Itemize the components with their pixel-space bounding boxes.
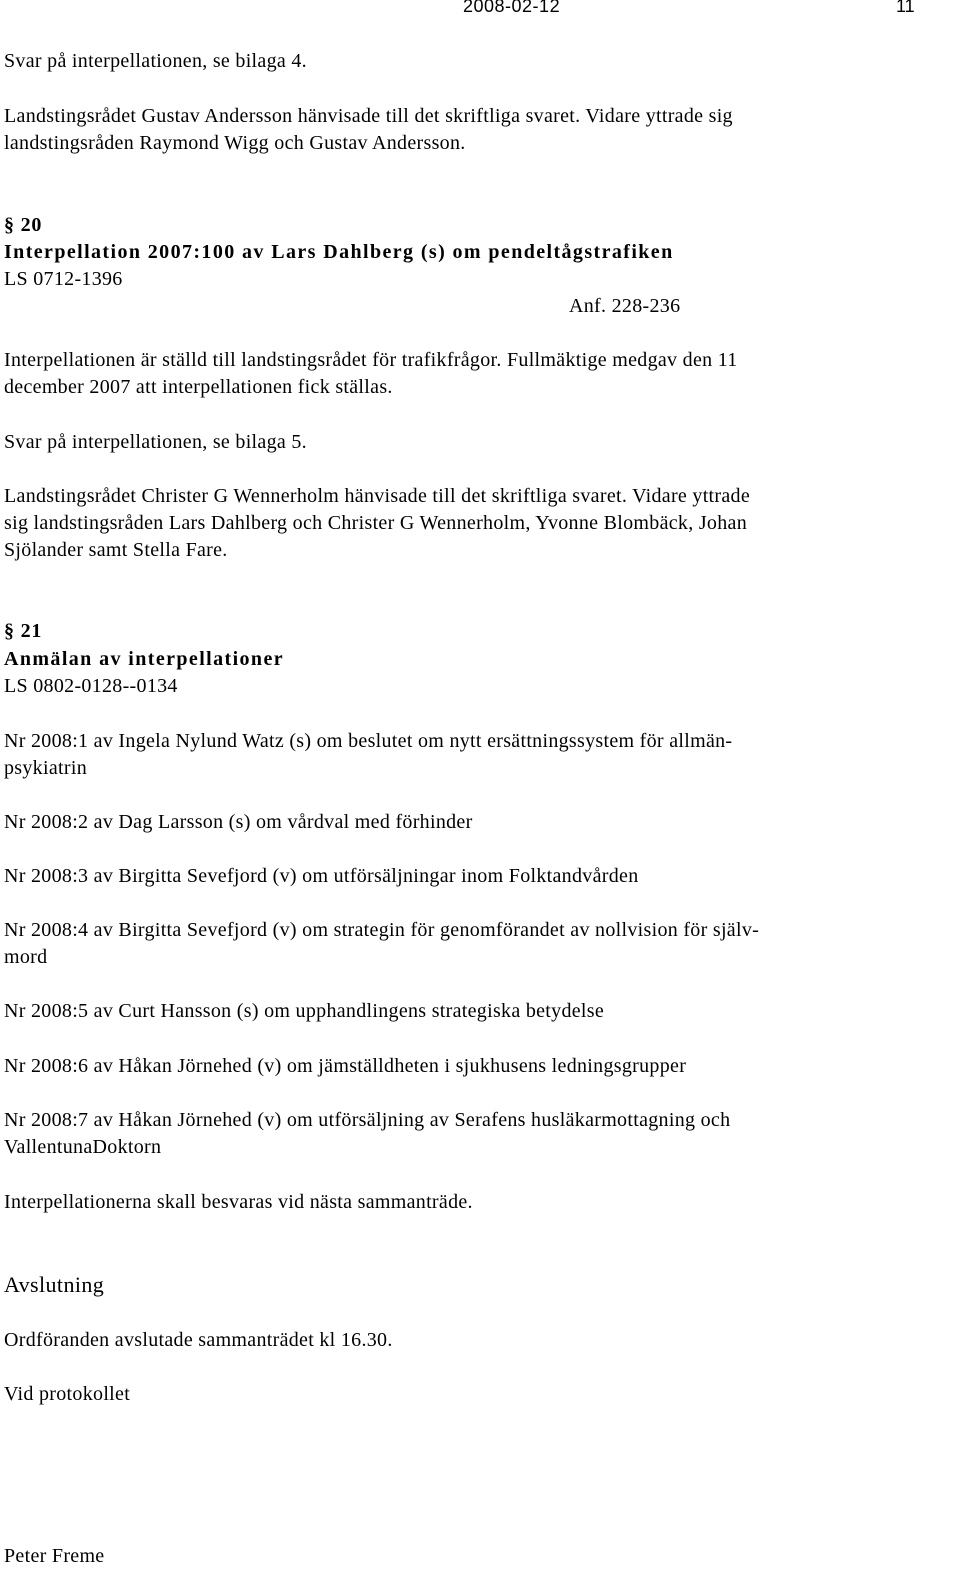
list-item: Nr 2008:4 av Birgitta Sevefjord (v) om strategin för genomförandet av nollvision för själv- [4,919,760,941]
closing-text: Ordföranden avslutade sammanträdet kl 16.30. [4,1329,393,1351]
paragraph-line: landstingsråden Raymond Wigg och Gustav Andersson. [4,132,466,154]
list-item: Nr 2008:1 av Ingela Nylund Watz (s) om beslutet om nytt ersättningssystem för allmän- [4,730,733,752]
list-item: Nr 2008:2 av Dag Larsson (s) om vårdval med förhinder [4,811,473,833]
list-item-continuation: VallentunaDoktorn [4,1136,162,1158]
paragraph-line: Interpellationen är ställd till landstingsrådet för trafikfrågor. Fullmäktige medgav den 11 [4,349,738,371]
closing-statement: Interpellationerna skall besvaras vid nästa sammanträde. [4,1191,473,1213]
case-number: LS 0712-1396 [4,268,123,290]
speech-reference: Anf. 228-236 [569,295,681,317]
paragraph-line: Landstingsrådet Gustav Andersson hänvisade till det skriftliga svaret. Vidare yttrade sig [4,105,733,127]
answer-reference: Svar på interpellationen, se bilaga 4. [4,50,307,72]
section-number: § 21 [4,620,43,642]
paragraph-line: december 2007 att interpellationen fick ställas. [4,376,393,398]
section-heading: Avslutning [4,1272,105,1297]
list-item: Nr 2008:3 av Birgitta Sevefjord (v) om utförsäljningar inom Folktandvården [4,865,639,887]
case-number: LS 0802-0128--0134 [4,675,178,697]
list-item: Nr 2008:7 av Håkan Jörnehed (v) om utförsäljning av Serafens husläkarmottagning och [4,1109,731,1131]
signer-name: Peter Freme [4,1545,105,1567]
section-number: § 20 [4,214,43,236]
list-item-continuation: mord [4,946,48,968]
page-number: 11 [896,0,915,16]
list-item: Nr 2008:5 av Curt Hansson (s) om upphandlingens strategiska betydelse [4,1000,605,1022]
paragraph-line: Sjölander samt Stella Fare. [4,539,228,561]
protocol-line: Vid protokollet [4,1383,131,1405]
paragraph-line: sig landstingsråden Lars Dahlberg och Christer G Wennerholm, Yvonne Blombäck, Johan [4,512,747,534]
answer-reference: Svar på interpellationen, se bilaga 5. [4,431,307,453]
paragraph-line: Landstingsrådet Christer G Wennerholm hänvisade till det skriftliga svaret. Vidare yttrade [4,485,751,507]
header-date: 2008-02-12 [463,0,561,16]
section-title: Interpellation 2007:100 av Lars Dahlberg (s) om pendeltågstrafiken [4,241,674,263]
list-item: Nr 2008:6 av Håkan Jörnehed (v) om jämställdheten i sjukhusens ledningsgrupper [4,1055,687,1077]
list-item-continuation: psykiatrin [4,757,87,779]
section-title: Anmälan av interpellationer [4,648,285,670]
